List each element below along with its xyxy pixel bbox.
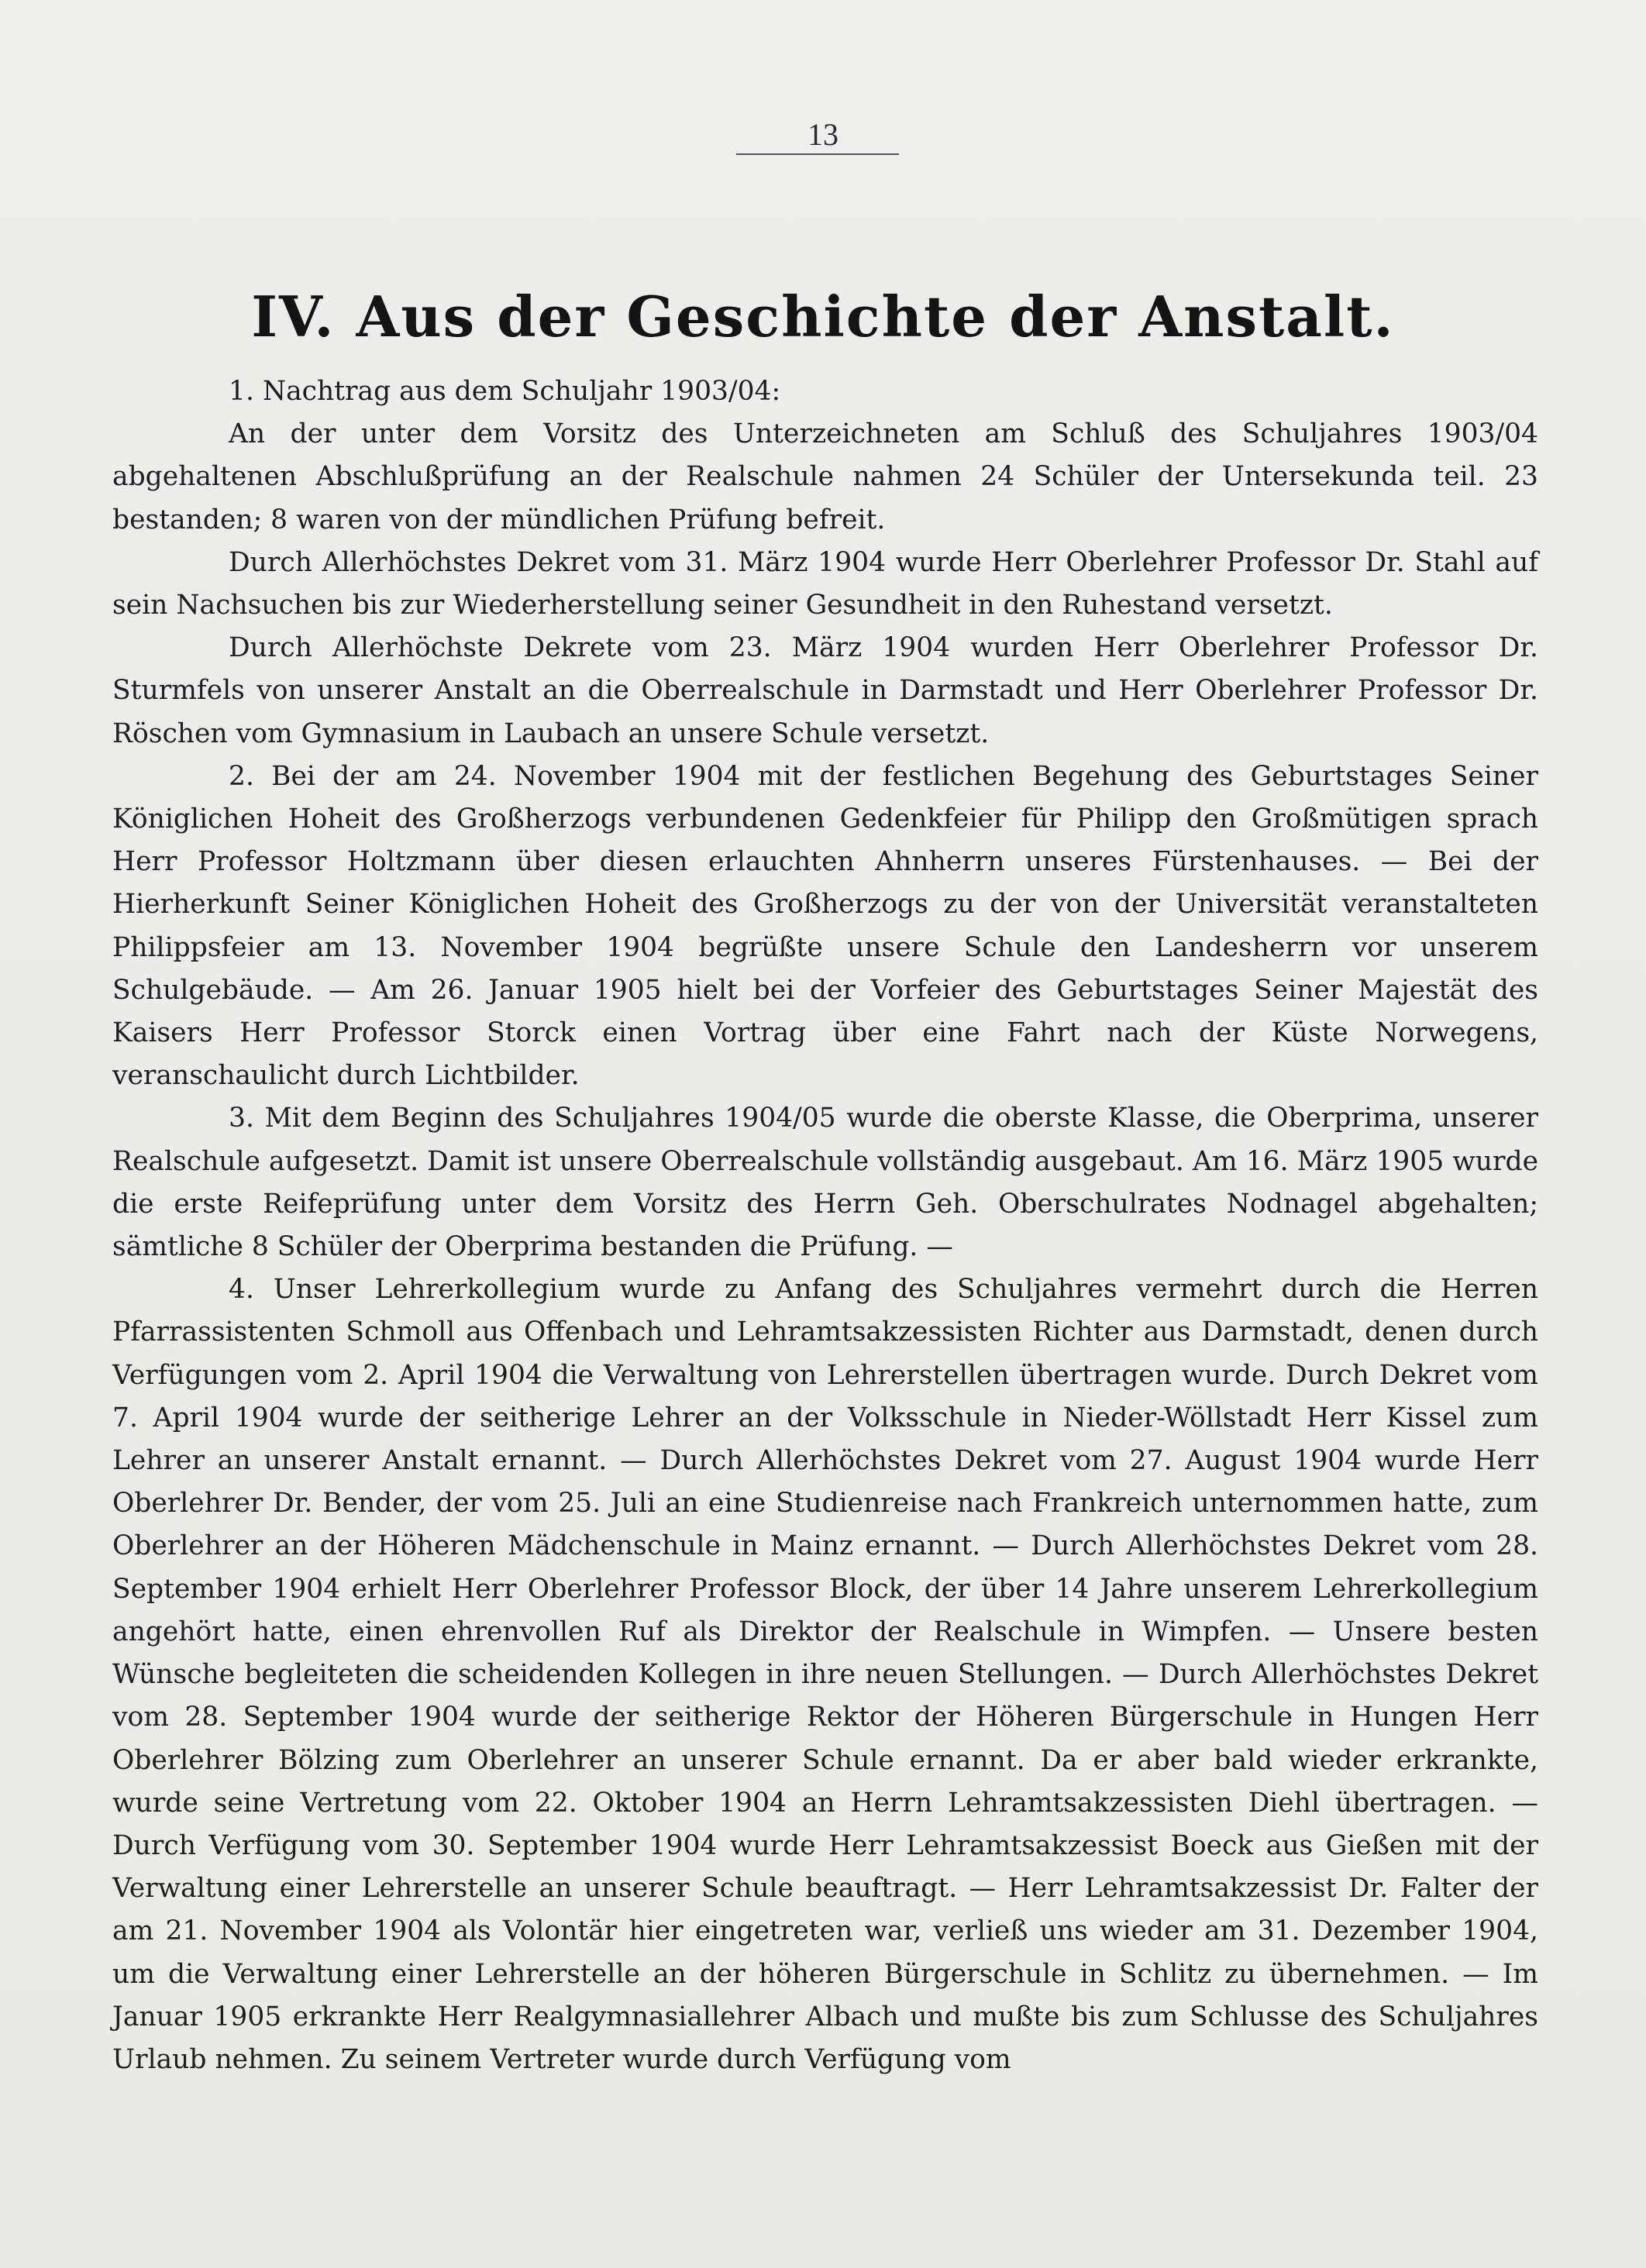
paragraph-abschlusspruefung: An der unter dem Vorsitz des Unterzeichneten am Schluß des Schuljahres 1903/04 abgehaltenen Abschlußprüfung an der Realschule nahmen 24 Schüler der Untersekunda teil. 23 bestanden; 8 waren von der mündlichen Prüfung befreit. xyxy=(112,418,1538,535)
paragraph-1-heading: 1. Nachtrag aus dem Schuljahr 1903/04: xyxy=(229,376,781,407)
page-number-rule xyxy=(736,153,899,155)
paragraph-3-oberprima: 3. Mit dem Beginn des Schuljahres 1904/05 wurde die oberste Klasse, die Oberprima, unserer Realschule aufgesetzt. Damit ist unsere Oberrealschule vollständig ausgebaut. Am 16. März 1905 wurde die erste Reifeprüfung unter dem Vorsitz des Herrn Geh. Oberschulrates Nodnagel abgehalten; sämtliche 8 Schüler der Oberprima bestanden die Prüfung. — xyxy=(112,1103,1538,1263)
paragraph-dekret-stahl: Durch Allerhöchstes Dekret vom 31. März 1904 wurde Herr Oberlehrer Professor Dr. Stahl auf sein Nachsuchen bis zur Wiederherstellung seiner Gesundheit in den Ruhestand versetzt. xyxy=(112,546,1538,621)
paragraph-2-feiern: 2. Bei der am 24. November 1904 mit der festlichen Begehung des Geburtstages Seiner Königlichen Hoheit des Großherzogs verbundenen Gedenkfeier für Philipp den Großmütigen sprach Herr Professor Holtzmann über diesen erlauchten Ahnherrn unseres Fürstenhauses. — Bei der Hierherkunft Seiner Königlichen Hoheit des Großherzogs zu der von der Universität veranstalteten Philippsfeier am 13. November 1904 begrüßte unsere Schule den Landesherrn vor unserem Schulgebäude. — Am 26. Januar 1905 hielt bei der Vorfeier des Geburtstages Seiner Majestät des Kaisers Herr Professor Storck einen Vortrag über eine Fahrt nach der Küste Norwegens, veranschaulicht durch Lichtbilder. xyxy=(112,760,1538,1092)
chapter-title: IV. Aus der Geschichte der Anstalt. xyxy=(251,284,1395,350)
paragraph-dekrete-versetzung: Durch Allerhöchste Dekrete vom 23. März 1904 wurden Herr Oberlehrer Professor Dr. Sturmfels von unserer Anstalt an die Oberrealschule in Darmstadt und Herr Oberlehrer Professor Dr. Röschen vom Gymnasium in Laubach an unsere Schule versetzt. xyxy=(112,632,1538,749)
paragraph-4-lehrerkollegium: 4. Unser Lehrerkollegium wurde zu Anfang des Schuljahres vermehrt durch die Herren Pfarrassistenten Schmoll aus Offenbach und Lehramtsakzessisten Richter aus Darmstadt, denen durch Verfügungen vom 2. April 1904 die Verwaltung von Lehrerstellen übertragen wurde. Durch Dekret vom 7. April 1904 wurde der seitherige Lehrer an der Volksschule in Nieder-Wöllstadt Herr Kissel zum Lehrer an unserer Anstalt ernannt. — Durch Allerhöchstes Dekret vom 27. August 1904 wurde Herr Oberlehrer Dr. Bender, der vom 25. Juli an eine Studienreise nach Frankreich unternommen hatte, zum Oberlehrer an der Höheren Mädchenschule in Mainz ernannt. — Durch Allerhöchstes Dekret vom 28. September 1904 erhielt Herr Oberlehrer Professor Block, der über 14 Jahre unserem Lehrerkollegium angehört hatte, einen ehrenvollen Ruf als Direktor der Realschule in Wimpfen. — Unsere besten Wünsche begleiteten die scheidenden Kollegen in ihre neuen Stellungen. — Durch Allerhöchstes Dekret vom 28. September 1904 wurde der seitherige Rektor der Höheren Bürgerschule in Hungen Herr Oberlehrer Bölzing zum Oberlehrer an unserer Schule ernannt. Da er aber bald wieder erkrankte, wurde seine Vertretung vom 22. Oktober 1904 an Herrn Lehramtsakzessisten Diehl übertragen. — Durch Verfügung vom 30. September 1904 wurde Herr Lehramtsakzessist Boeck aus Gießen mit der Verwaltung einer Lehrerstelle an unserer Schule beauftragt. — Herr Lehramtsakzessist Dr. Falter der am 21. November 1904 als Volontär hier eingetreten war, verließ uns wieder am 31. Dezember 1904, um die Verwaltung einer Lehrerstelle an der höheren Bürgerschule in Schlitz zu übernehmen. — Im Januar 1905 erkrankte Herr Realgymnasiallehrer Albach und mußte bis zum Schlusse des Schuljahres Urlaub nehmen. Zu seinem Vertreter wurde durch Verfügung vom xyxy=(112,1274,1538,2075)
page-number: 13 xyxy=(808,117,838,152)
body-text xyxy=(112,370,1538,2081)
